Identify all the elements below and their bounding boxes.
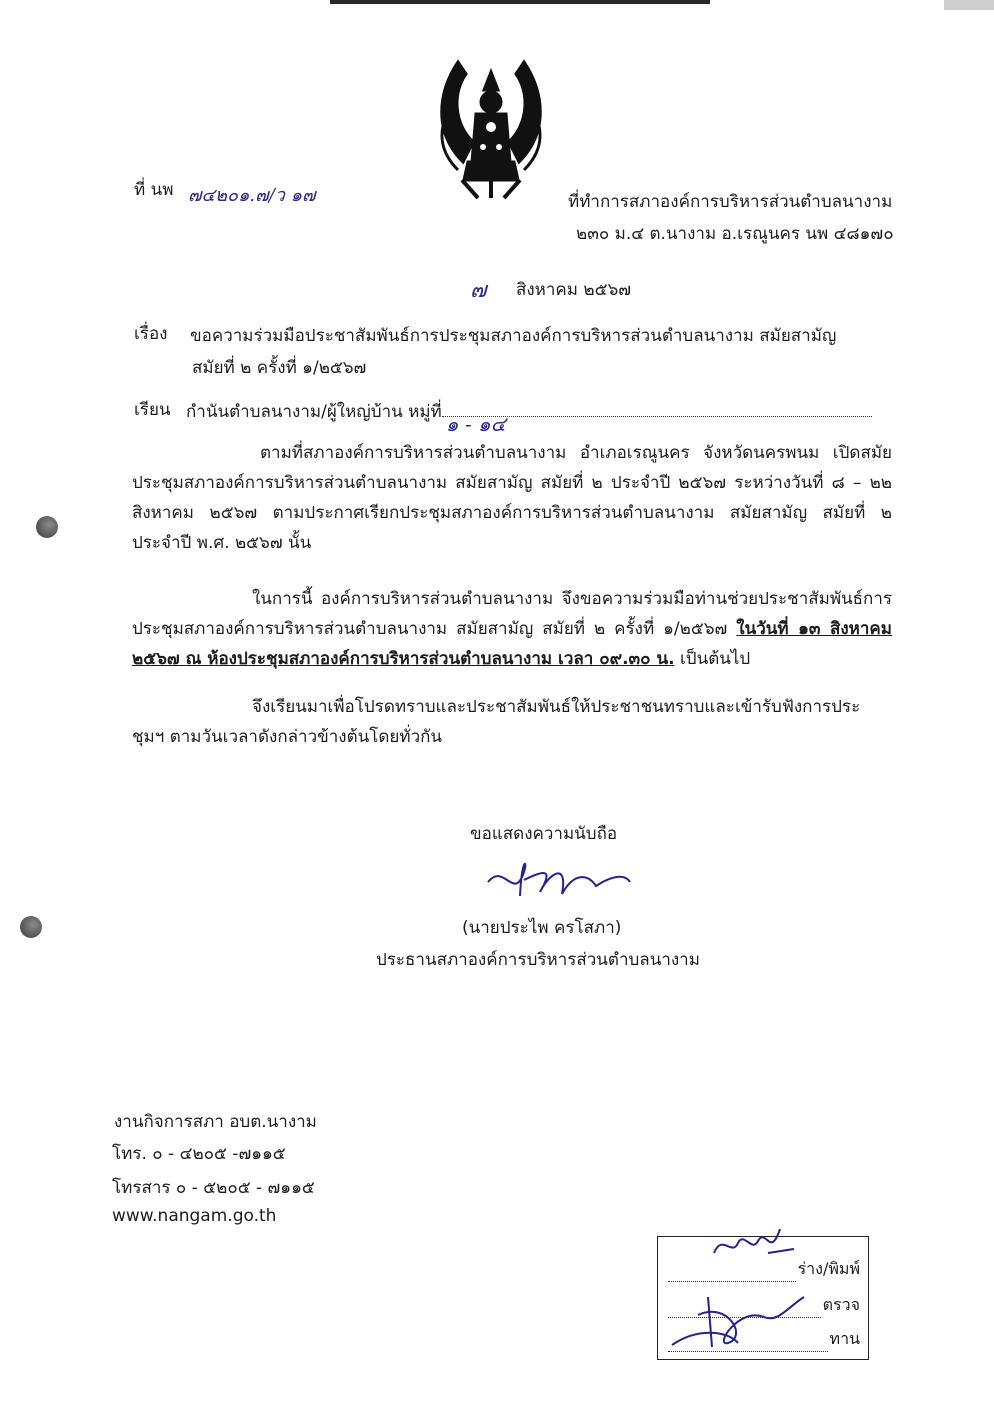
body-paragraph-2 xyxy=(132,584,892,674)
approval-box xyxy=(657,1236,869,1360)
recipient-handwritten-village: ๑ - ๑๔ xyxy=(445,412,506,436)
subject-line2: สมัยที่ ๒ ครั้งที่ ๑/๒๕๖๗ xyxy=(192,358,367,378)
approval-label-proof: ทาน xyxy=(829,1329,860,1348)
office-address-line2: ๒๓๐ ม.๔ ต.นางาม อ.เรณูนคร นพ ๔๘๑๗๐ xyxy=(576,224,894,244)
reference-label: ที่ นพ xyxy=(134,180,174,200)
punch-hole-top xyxy=(36,516,58,538)
footer-department: งานกิจการสภา อบต.นางาม xyxy=(114,1112,317,1132)
chairman-name: (นายประไพ ครโสภา) xyxy=(462,918,622,938)
footer-fax: โทรสาร ๐ - ๕๒๐๕ - ๗๑๑๕ xyxy=(112,1178,315,1198)
body-paragraph-1: ตามที่สภาองค์การบริหารส่วนตำบลนางาม อำเภอเรณูนคร จังหวัดนครพนม เปิดสมัยประชุมสภาองค์การบริหารส่วนตำบลนางาม สมัยสามัญ สมัยที่ ๒ ประจำปี ๒๕๖๗ ระหว่างวันที่ ๘ – ๒๒ สิงหาคม ๒๕๖๗ ตามประกาศเรียกประชุมสภาองค์การบริหารส่วนตำบลนางาม สมัยสามัญ สมัยที่ ๒ ประจำปี พ.ศ. ๒๕๖๗ นั้น xyxy=(132,443,892,553)
scan-edge-top xyxy=(330,0,710,4)
meeting-date-emphasis: ในวันที่ ๑๓ สิงหาคม ๒๕๖๗ ณ ห้องประชุมสภาองค์การบริหารส่วนตำบลนางาม เวลา ๐๙.๓๐ น. xyxy=(132,619,892,669)
approval-label-check: ตรวจ xyxy=(822,1295,860,1314)
body-paragraph-2-start: ในการนี้ องค์การบริหารส่วนตำบลนางาม จึงขอความร่วมมือท่านช่วยประชาสัมพันธ์การประชุมสภาองค์การบริหารส่วนตำบลนางาม สมัยสามัญ สมัยที่ ๒ ครั้งที่ ๑/๒๕๖๗ xyxy=(132,589,892,639)
garuda-emblem-icon xyxy=(418,52,564,200)
date-month-year: สิงหาคม ๒๕๖๗ xyxy=(516,280,632,300)
footer-website: www.nangam.go.th xyxy=(112,1206,277,1226)
recipient-label: เรียน xyxy=(134,400,171,420)
approval-label-draft: ร่าง/พิมพ์ xyxy=(797,1259,860,1278)
subject-line1: ขอความร่วมมือประชาสัมพันธ์การประชุมสภาองค์การบริหารส่วนตำบลนางาม สมัยสามัญ xyxy=(190,326,837,346)
body-paragraph-3: จึงเรียนมาเพื่อโปรดทราบและประชาสัมพันธ์ให้ประชาชนทราบและเข้ารับฟังการประชุมฯ ตามวันเวลาดังกล่าวข้างต้นโดยทั่วกัน xyxy=(132,697,861,747)
recipient-title: กำนันตำบลนางาม/ผู้ใหญ่บ้าน หมู่ที่ xyxy=(186,402,442,422)
approval-initial-draft xyxy=(708,1223,798,1263)
reference-number: ๗๔๒๐๑.๗/ว ๑๗ xyxy=(188,185,316,206)
office-address-line1: ที่ทำการสภาองค์การบริหารส่วนตำบลนางาม xyxy=(568,192,893,212)
punch-hole-bottom xyxy=(20,916,42,938)
approval-initial-check xyxy=(668,1287,818,1353)
chairman-position: ประธานสภาองค์การบริหารส่วนตำบลนางาม xyxy=(376,950,700,970)
recipient-text xyxy=(186,398,872,436)
scan-edge-corner xyxy=(944,0,994,10)
body-paragraph-2-end: เป็นต้นไป xyxy=(679,649,751,669)
closing-regards: ขอแสดงความนับถือ xyxy=(470,824,618,844)
subject-label: เรื่อง xyxy=(134,324,168,344)
footer-telephone: โทร. ๐ - ๔๒๐๕ -๗๑๑๕ xyxy=(112,1144,286,1164)
chairman-signature xyxy=(484,852,644,908)
recipient-dotted-line xyxy=(442,412,872,436)
date-day: ๗ xyxy=(470,278,487,303)
